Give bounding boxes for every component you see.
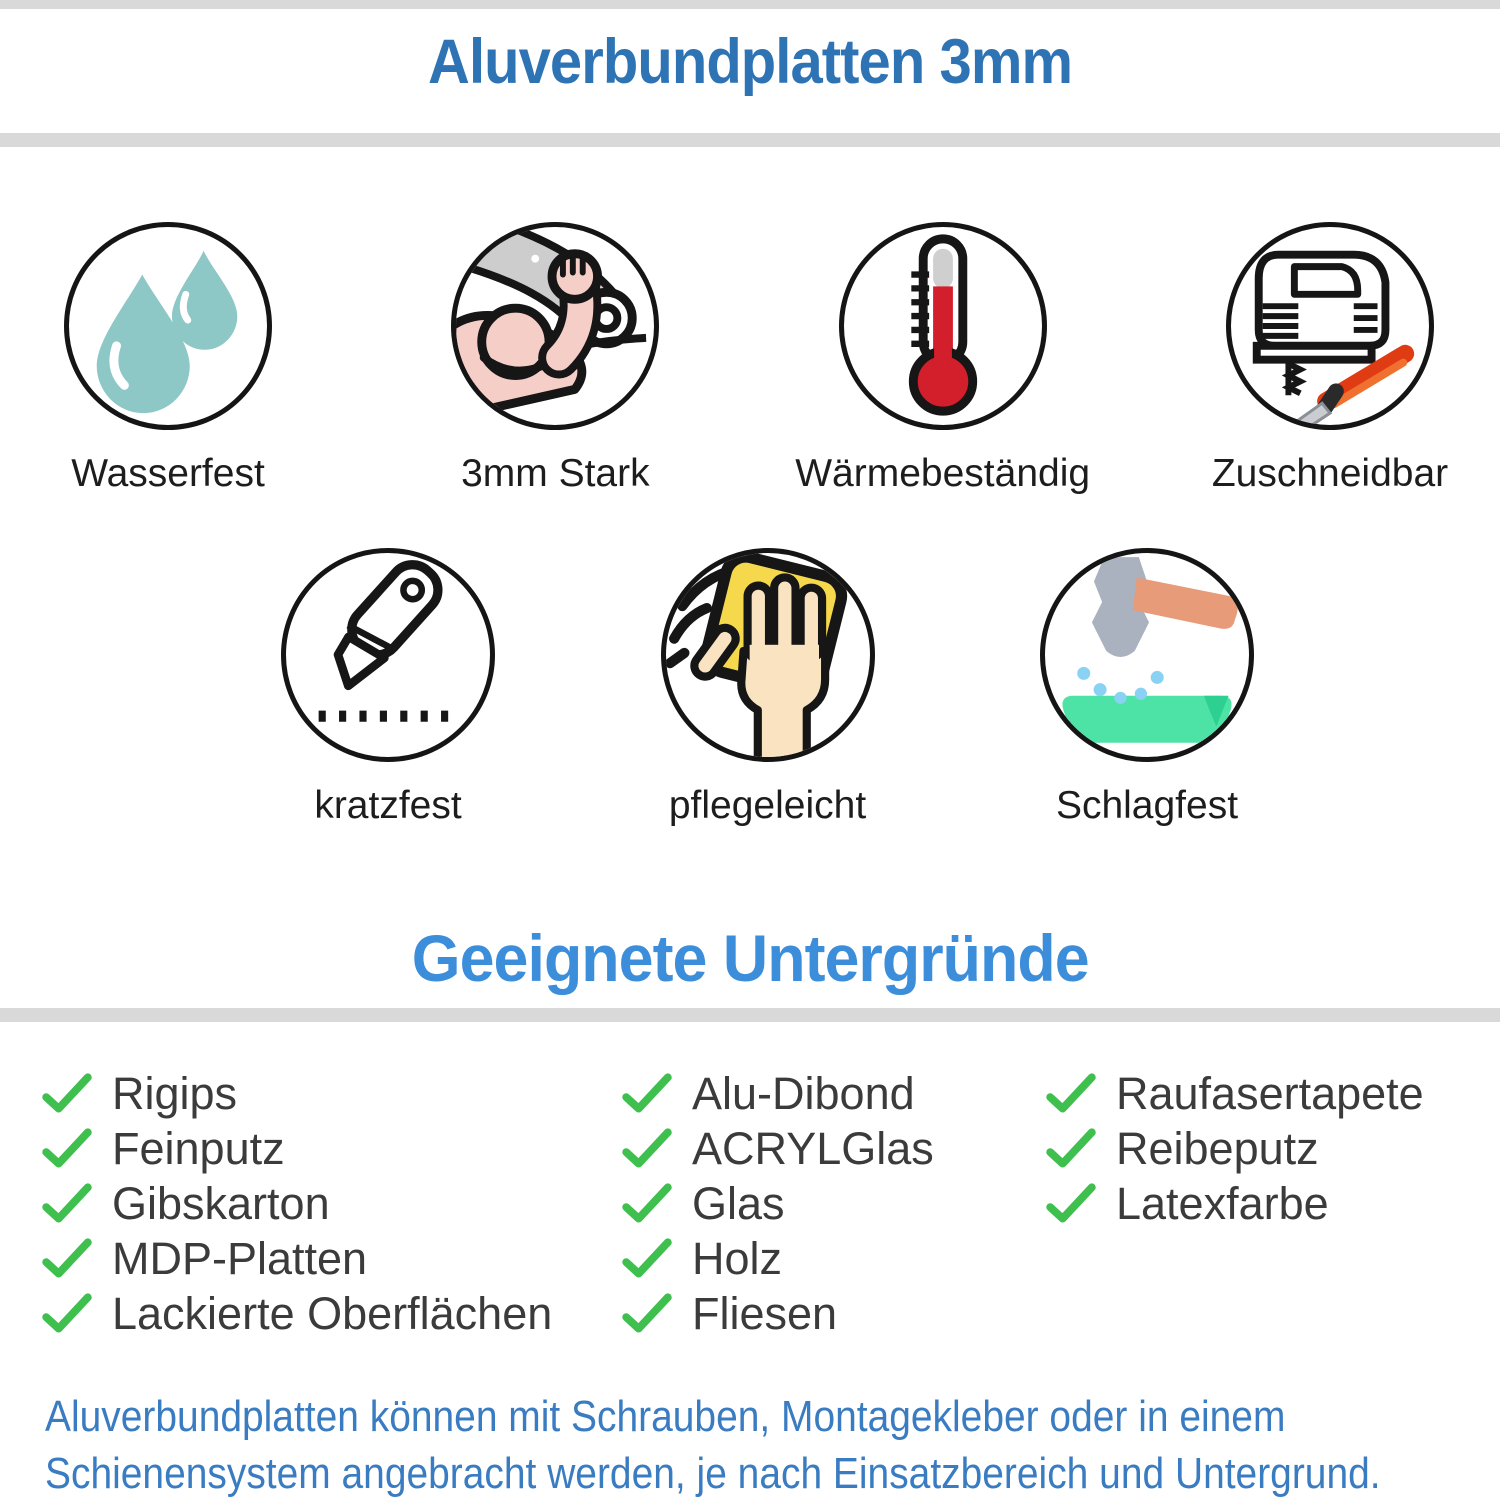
list-item-label: MDP-Platten [112,1232,368,1284]
check-icon [42,1128,92,1170]
feature-zuschneidbar [1190,222,1470,496]
check-icon [42,1183,92,1225]
features-row-1 [28,222,1470,496]
list-item-label: Alu-Dibond [692,1067,915,1119]
feature-3mm-stark [415,222,695,496]
top-divider [0,0,1500,9]
feature-label: Wasserfest [71,452,265,495]
list-item-label: Rigips [112,1067,238,1119]
list-item-label: Reibeputz [1116,1122,1319,1174]
thermometer-icon [839,222,1047,430]
list-item-label: Glas [692,1177,785,1229]
feature-label: 3mm Stark [461,452,650,495]
footer-line-1: Aluverbundplatten können mit Schrauben, Montagekleber oder in einem [45,1392,1286,1441]
check-icon [42,1238,92,1280]
substrates-column-3 [1046,1066,1424,1231]
list-item [42,1286,552,1341]
feature-label: Zuschneidbar [1211,452,1449,495]
check-icon [622,1183,672,1225]
feature-pflegeleicht [618,548,918,828]
substrates-column-1 [42,1066,552,1341]
feature-label: Schlagfest [1055,784,1239,827]
footer-note [45,1388,1500,1500]
page-title-row [0,26,1500,98]
check-icon [1046,1073,1096,1115]
check-icon [622,1293,672,1335]
feature-label: Wärmebeständig [795,452,1091,495]
list-item [42,1121,552,1176]
feature-label: kratzfest [314,784,462,827]
list-item [622,1121,934,1176]
list-item [1046,1121,1424,1176]
page-title: Aluverbundplatten 3mm [427,27,1073,97]
list-item-label: Gibskarton [112,1177,330,1229]
list-item-label: ACRYLGlas [692,1122,934,1174]
list-item [622,1231,934,1286]
title-divider [0,133,1500,147]
section-title-row [0,920,1500,996]
list-item-label: Raufasertapete [1116,1067,1424,1119]
section-title: Geeignete Untergründe [411,921,1089,995]
feature-waermebestaendig [795,222,1091,496]
list-item-label: Feinputz [112,1122,285,1174]
list-item [622,1176,934,1231]
check-icon [1046,1183,1096,1225]
section-divider [0,1008,1500,1022]
list-item [1046,1066,1424,1121]
list-item-label: Holz [692,1232,783,1284]
list-item [42,1231,552,1286]
check-icon [1046,1128,1096,1170]
list-item [622,1066,934,1121]
water-drops-icon [64,222,272,430]
check-icon [42,1293,92,1335]
list-item-label: Lackierte Oberflächen [112,1287,553,1339]
wiping-hand-icon [661,548,875,762]
feature-schlagfest [997,548,1297,828]
list-item-label: Fliesen [692,1287,838,1339]
check-icon [622,1073,672,1115]
check-icon [42,1073,92,1115]
list-item [622,1286,934,1341]
check-icon [622,1128,672,1170]
footer-line-2: Schienensystem angebracht werden, je nach Einsatzbereich und Untergrund. [45,1449,1381,1498]
features-row-2 [238,548,1297,828]
list-item-label: Latexfarbe [1116,1177,1329,1229]
substrates-column-2 [622,1066,934,1341]
feature-wasserfest [28,222,308,496]
muscle-arm-icon [451,222,659,430]
list-item [1046,1176,1424,1231]
check-icon [622,1238,672,1280]
utility-knife-icon [281,548,495,762]
list-item [42,1066,552,1121]
hammer-icon [1040,548,1254,762]
list-item [42,1176,552,1231]
feature-kratzfest [238,548,538,828]
jigsaw-icon [1226,222,1434,430]
feature-label: pflegeleicht [668,784,867,827]
